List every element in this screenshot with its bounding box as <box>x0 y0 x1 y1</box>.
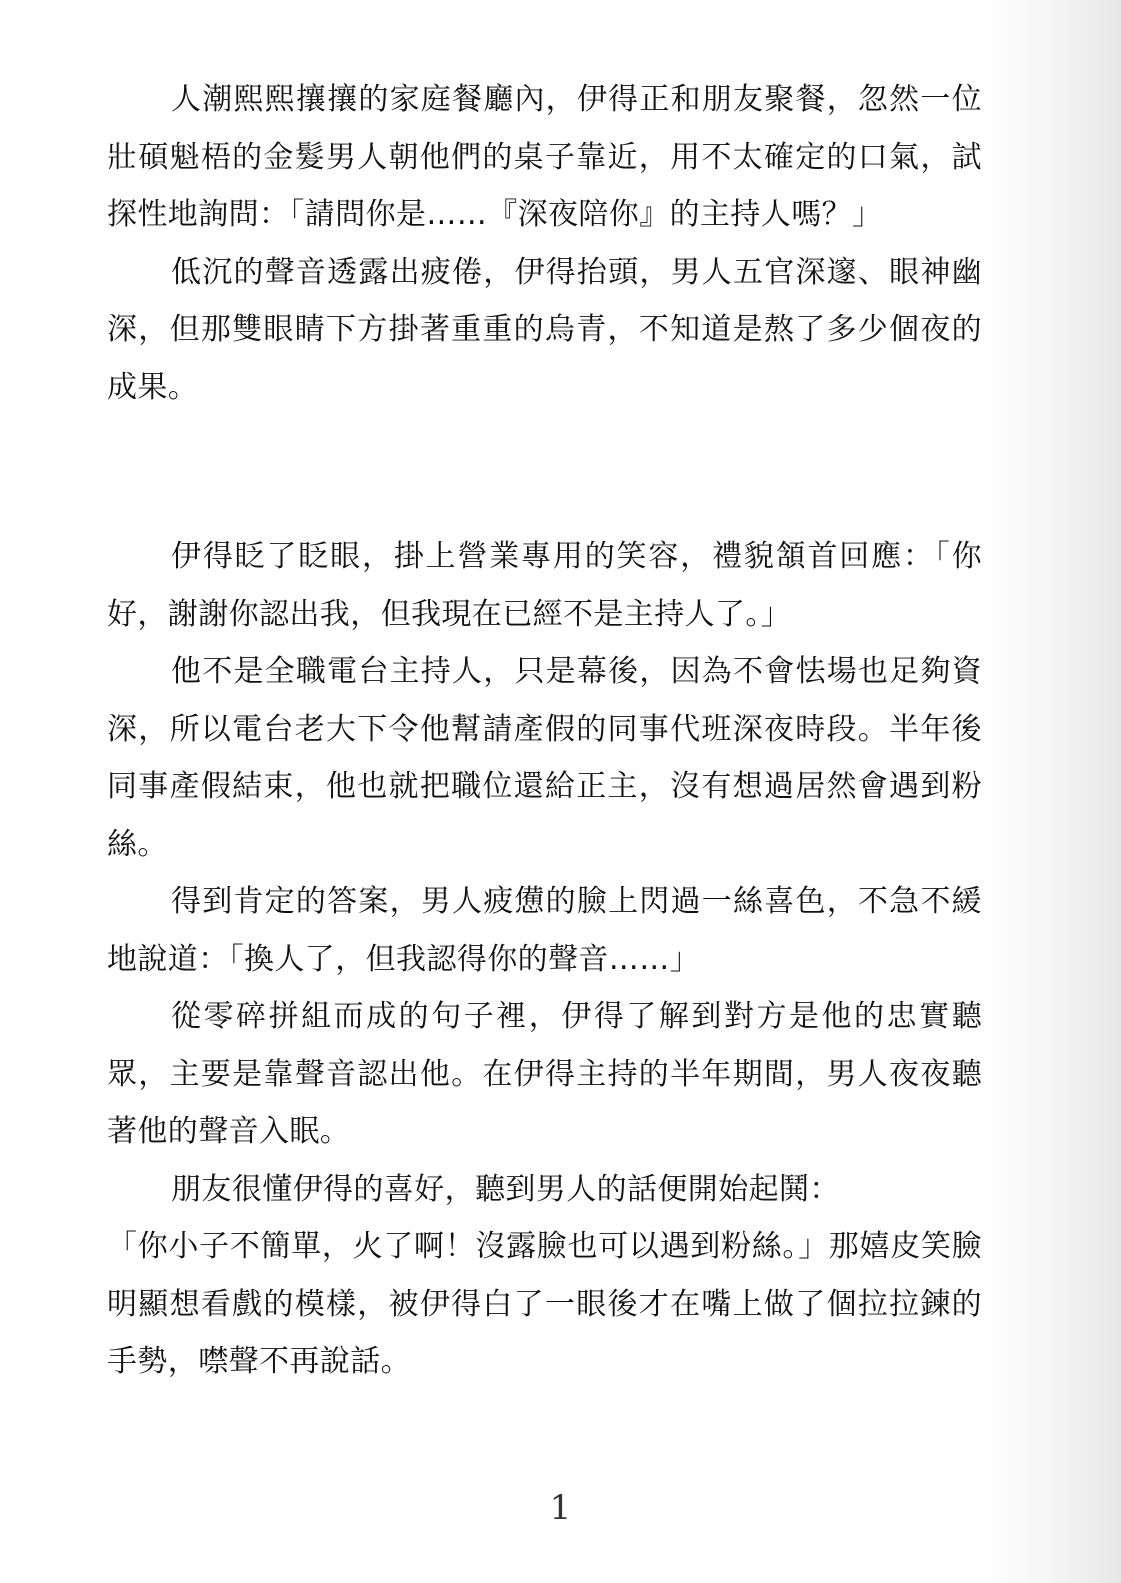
paragraph: 他不是全職電台主持人，只是幕後，因為不會怯場也足夠資深，所以電台老大下令他幫請產假的同事代班深夜時段。半年後同事產假結束，他也就把職位還給正主，沒有想過居然會遇到粉絲。 <box>107 654 982 862</box>
paragraph: 「你小子不簡單，火了啊！沒露臉也可以遇到粉絲。」那嬉皮笑臉明顯想看戲的模樣，被伊得白了一眼後才在嘴上做了個拉拉鍊的手勢，噤聲不再說話。 <box>107 1229 982 1379</box>
text-section-one <box>107 71 982 416</box>
paragraph: 低沉的聲音透露出疲倦，伊得抬頭，男人五官深邃、眼神幽深，但那雙眼睛下方掛著重重的烏青，不知道是熬了多少個夜的成果。 <box>107 254 982 405</box>
paragraph: 朋友很懂伊得的喜好，聽到男人的話便開始起鬨： <box>171 1171 840 1207</box>
text-section-two <box>107 528 982 1391</box>
paragraph: 從零碎拼組而成的句子裡，伊得了解到對方是他的忠實聽眾，主要是靠聲音認出他。在伊得主持的半年期間，男人夜夜聽著他的聲音入眠。 <box>107 999 982 1149</box>
paragraph: 伊得眨了眨眼，掛上營業專用的笑容，禮貌頷首回應：「你好，謝謝你認出我，但我現在已經不是主持人了。」 <box>107 539 982 632</box>
paragraph: 人潮熙熙攘攘的家庭餐廳內，伊得正和朋友聚餐，忽然一位壯碩魁梧的金髮男人朝他們的桌子靠近，用不太確定的口氣，試探性地詢問：「請問你是……『深夜陪你』的主持人嗎？」 <box>107 82 982 232</box>
page-number: 1 <box>549 1488 572 1528</box>
paragraph: 得到肯定的答案，男人疲憊的臉上閃過一絲喜色，不急不緩地說道：「換人了，但我認得你的聲音……」 <box>107 884 982 977</box>
